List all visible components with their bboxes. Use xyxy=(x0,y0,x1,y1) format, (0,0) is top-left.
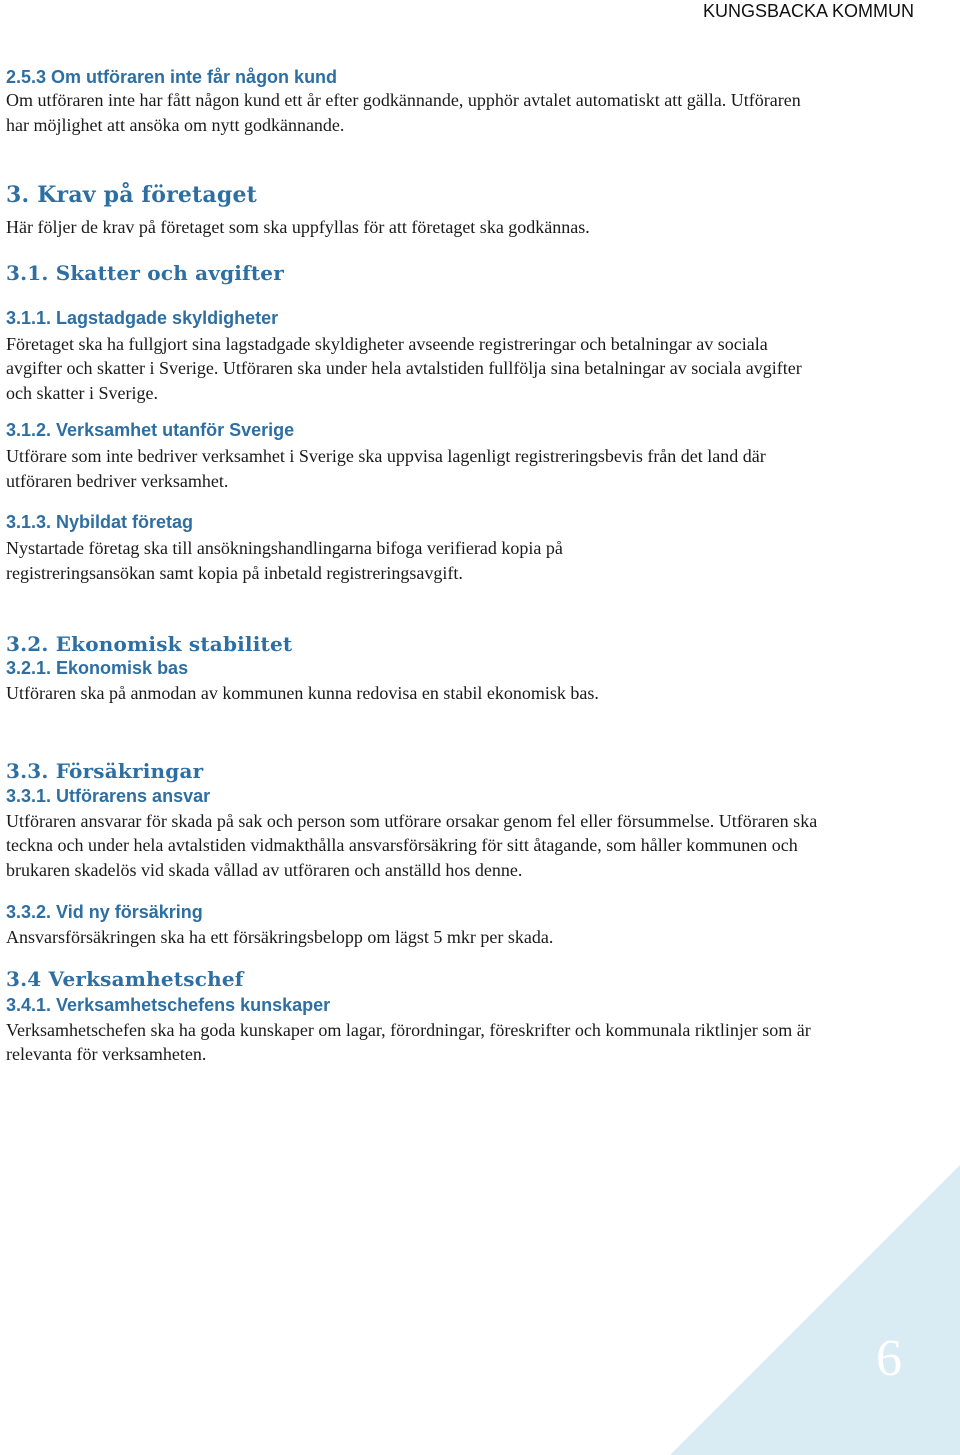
paragraph-3: Här följer de krav på företaget som ska uppfyllas för att företaget ska godkännas. xyxy=(6,217,590,237)
heading-2-5-3: 2.5.3 Om utföraren inte får någon kund xyxy=(6,67,338,87)
paragraph-3-2-1: Utföraren ska på anmodan av kommunen kunna redovisa en stabil ekonomisk bas. xyxy=(6,683,599,703)
paragraph-2-5-3: Om utföraren inte har fått någon kund ett år efter godkännande, upphör avtalet automatiskt att gälla. Utföraren har möjlighet att ansöka om nytt godkännande. xyxy=(6,90,801,135)
heading-3-1-1: 3.1.1. Lagstadgade skyldigheter xyxy=(6,307,279,328)
paragraph-3-1-3: Nystartade företag ska till ansökningshandlingarna bifoga verifierad kopia på registreringsansökan samt kopia på inbetald registreringsavgift. xyxy=(6,538,563,583)
heading-3: 3. Krav på företaget xyxy=(6,182,258,208)
heading-3-2-1: 3.2.1. Ekonomisk bas xyxy=(6,658,189,678)
paragraph-3-4-1: Verksamhetschefen ska ha goda kunskaper om lagar, förordningar, föreskrifter och kommunala riktlinjer som är relevanta för verksamheten. xyxy=(6,1019,811,1064)
heading-3-4: 3.4 Verksamhetschef xyxy=(6,966,244,991)
heading-3-4-1: 3.4.1. Verksamhetschefens kunskaper xyxy=(6,994,331,1015)
page-number: 6 xyxy=(876,1330,902,1387)
heading-3-1-3: 3.1.3. Nybildat företag xyxy=(6,512,194,532)
organization-header: KUNGSBACKA KOMMUN xyxy=(702,1,914,21)
paragraph-3-1-1: Företaget ska ha fullgjort sina lagstadgade skyldigheter avseende registreringar och betalningar av sociala avgifter och skatter i Sverige. Utföraren ska under hela avtalstiden fullfölja sina betalningar av sociala avgifter och skatter i Sverige. xyxy=(6,333,802,403)
paragraph-3-3-1: Utföraren ansvarar för skada på sak och person som utförare orsakar genom fel eller försummelse. Utföraren ska teckna och under hela avtalstiden vidmakthålla ansvarsförsäkring för sitt åtagande, som håller kommunen och brukaren skadelös vid skada vållad av utföraren och anställd hos denne. xyxy=(6,810,818,880)
heading-3-1-2: 3.1.2. Verksamhet utanför Sverige xyxy=(6,420,295,440)
corner-triangle-decoration xyxy=(670,1165,960,1455)
heading-3-1: 3.1. Skatter och avgifter xyxy=(6,260,284,285)
paragraph-3-1-2: Utförare som inte bedriver verksamhet i Sverige ska uppvisa lagenligt registreringsbevis från det land där utföraren bedriver verksamhet. xyxy=(6,446,766,491)
heading-3-3-1: 3.3.1. Utförarens ansvar xyxy=(6,785,211,806)
heading-3-2: 3.2. Ekonomisk stabilitet xyxy=(6,632,293,656)
document-body xyxy=(6,66,906,1067)
heading-3-3: 3.3. Försäkringar xyxy=(6,758,204,783)
heading-3-3-2: 3.3.2. Vid ny försäkring xyxy=(6,902,203,922)
paragraph-3-3-2: Ansvarsförsäkringen ska ha ett försäkringsbelopp om lägst 5 mkr per skada. xyxy=(6,927,554,947)
